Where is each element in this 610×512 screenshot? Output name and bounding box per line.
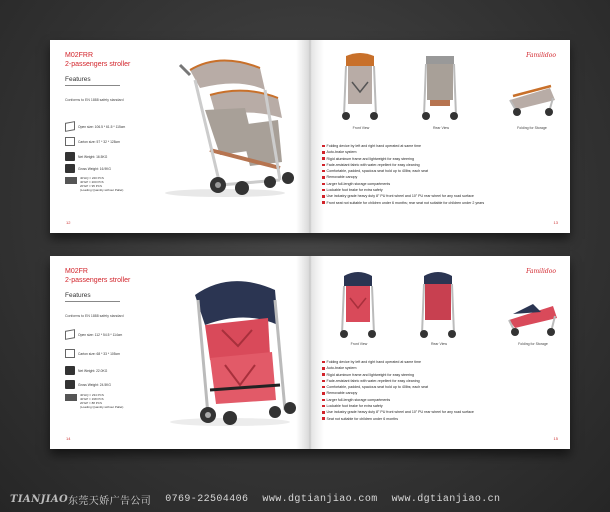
feature-item: Comfortable, padded, spacious seat hold up to 40lbs; each seat: [322, 384, 474, 390]
packing-list: 40'HQ = 220 PCS 40'GP = 200 PCS 20'GP = 95 PCS (Loading Quantity without Pallet): [80, 176, 124, 192]
feature-list: [322, 359, 474, 422]
dimension-icon: [65, 329, 75, 340]
front-view-image: [336, 270, 381, 340]
feature-item: Larger full-length storage compartments: [322, 181, 484, 187]
model-code: M02FRR: [65, 52, 94, 59]
feature-item: Rigid aluminum frame and lightweight for easy steering: [322, 156, 484, 162]
conformity-note: Conforms to EN 1888 safety standard: [65, 314, 124, 318]
feature-item: Folding device by left and right hand operated at same time: [322, 143, 484, 149]
page-number: 14: [66, 436, 71, 441]
rear-view-image: [416, 270, 461, 340]
agency-footer: [0, 487, 610, 512]
page-number: 12: [66, 220, 71, 225]
model-title: [65, 267, 130, 285]
spec-packing: [65, 394, 77, 401]
spec-net-weight: Net Weight: 22.0KG: [65, 366, 107, 375]
model-code: M02FR: [65, 268, 88, 275]
weight-icon: [65, 366, 75, 375]
brand-logo: Familidoo: [526, 268, 556, 275]
agency-url-com: www.dgtianjiao.com: [262, 494, 378, 505]
feature-item: Larger full-length storage compartments: [322, 397, 474, 403]
stroller-photo-red: [150, 270, 300, 430]
feature-item: Removable canopy: [322, 174, 484, 180]
caption-folding: Folding for Storage: [517, 126, 547, 130]
spread-top-left-page: [50, 40, 310, 233]
page-number: 15: [553, 436, 558, 441]
feature-item: Lockable foot brake for extra safety: [322, 187, 484, 193]
brochure-spread-bottom: [50, 256, 570, 449]
agency-logo: TIANJIAO: [10, 494, 69, 505]
rear-view-image: [418, 52, 463, 122]
page-number: 13: [553, 220, 558, 225]
container-icon: [65, 394, 77, 401]
model-title: [65, 51, 130, 69]
agency-url-cn: www.dgtianjiao.cn: [391, 494, 501, 505]
spec-open-size: Open size: 112 * 54.5 * 114cm: [65, 330, 122, 339]
features-heading: Features: [65, 76, 120, 86]
feature-item: Auto-brake system: [322, 149, 484, 155]
model-name: 2-passengers stroller: [65, 277, 131, 284]
feature-item: Comfortable, padded, spacious seat hold up to 40lbs; each seat: [322, 168, 484, 174]
folded-view-image: [503, 292, 563, 337]
feature-item: Rigid aluminum frame and lightweight for easy steering: [322, 372, 474, 378]
feature-item: Fade-resistant fabric with water-repellent for easy cleaning: [322, 378, 474, 384]
spec-gross-weight: Gross Weight: 24.5KG: [65, 380, 111, 389]
brand-logo: Familidoo: [526, 52, 556, 59]
spread-top-right-page: [310, 40, 570, 233]
spec-open-size: Open size: 106.5 * 61.5 * 115cm: [65, 122, 125, 131]
caption-folding: Folding for Storage: [518, 342, 548, 346]
feature-item: Folding device by left and right hand operated at same time: [322, 359, 474, 365]
front-view-image: [338, 52, 383, 122]
feature-item: Seat not suitable for children under 6 months: [322, 416, 474, 422]
spec-net-weight: Net Weight: 16.5KG: [65, 152, 107, 161]
conformity-note: Conforms to EN 1888 safety standard: [65, 98, 124, 102]
gross-weight-icon: [65, 164, 75, 173]
carton-icon: [65, 349, 75, 358]
feature-item: Removable canopy: [322, 390, 474, 396]
spread-bottom-left-page: [50, 256, 310, 449]
feature-item: Front seat not suitable for children under 6 months; rear seat not suitable for children under 2 years: [322, 200, 484, 206]
gross-weight-icon: [65, 380, 75, 389]
weight-icon: [65, 152, 75, 161]
stroller-photo-grey: [150, 50, 300, 200]
agency-phone: 0769-22504406: [165, 494, 249, 505]
spec-gross-weight: Gross Weight: 16.9KG: [65, 164, 111, 173]
caption-rear-view: Rear View: [430, 342, 448, 346]
carton-icon: [65, 137, 75, 146]
spec-carton-size: Carton size: 68 * 33 * 105cm: [65, 349, 120, 358]
spread-bottom-right-page: [310, 256, 570, 449]
caption-rear-view: Rear View: [432, 126, 450, 130]
folded-view-image: [505, 70, 560, 120]
feature-item: Lockable foot brake for extra safety: [322, 403, 474, 409]
brochure-spread-top: [50, 40, 570, 233]
spec-carton-size: Carton size: 57 * 32 * 128cm: [65, 137, 120, 146]
caption-front-view: Front View: [350, 342, 368, 346]
caption-front-view: Front View: [352, 126, 370, 130]
dimension-icon: [65, 121, 75, 132]
packing-list: 40'HQ = 234 PCS 40'GP = 198 PCS 20'GP = 88 PCS (Loading Quantity without Pallet): [80, 393, 124, 409]
feature-item: Fade-resistant fabric with water-repellent for easy cleaning: [322, 162, 484, 168]
feature-item: Use industry grade heavy duty 8" PU front wheel and 10" PU rear wheel for any road surface: [322, 409, 474, 415]
model-name: 2-passengers stroller: [65, 61, 131, 68]
spec-packing: [65, 177, 77, 184]
feature-item: Auto-brake system: [322, 365, 474, 371]
container-icon: [65, 177, 77, 184]
features-heading: Features: [65, 292, 120, 302]
agency-name: 东莞天娇广告公司: [68, 496, 152, 507]
feature-list: [322, 143, 484, 206]
feature-item: Use industry grade heavy duty 8" PU front wheel and 10" PU rear wheel for any road surface: [322, 193, 484, 199]
